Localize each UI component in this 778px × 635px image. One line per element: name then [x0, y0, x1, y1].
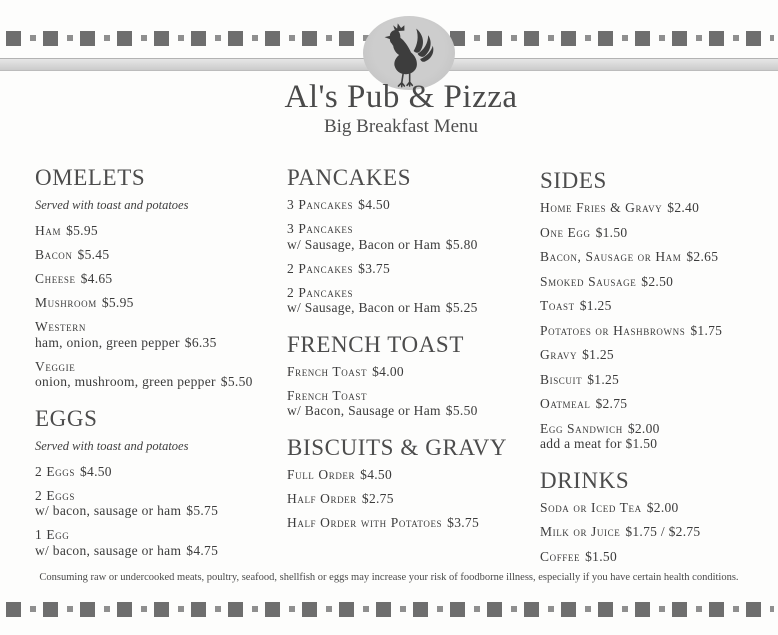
item-name: Cheese	[35, 271, 76, 286]
item-name: Toast	[540, 298, 575, 313]
section-title: SIDES	[540, 168, 607, 193]
item-price: $2.40	[667, 200, 700, 215]
menu-item	[540, 299, 776, 314]
item-name: 3 Pancakes	[287, 221, 354, 236]
item-name: Smoked Sausage	[540, 273, 637, 289]
menu-item-line	[540, 550, 776, 565]
menu-item-line	[35, 320, 280, 335]
menu-item	[35, 248, 280, 263]
item-detail: w/ bacon, sausage or ham	[35, 503, 182, 518]
item-name: Gravy	[540, 347, 578, 362]
menu-item	[287, 365, 537, 380]
item-name: Biscuit	[540, 371, 583, 387]
menu-item-line	[540, 226, 776, 241]
menu-item-line	[287, 198, 537, 213]
item-price: $2.50	[641, 273, 674, 289]
item-name: Western	[35, 319, 86, 334]
page-subtitle: Big Breakfast Menu	[323, 116, 479, 137]
menu-item-line	[540, 275, 776, 290]
menu-section	[35, 165, 280, 390]
menu-item	[287, 468, 537, 483]
item-name: Full Order	[287, 466, 356, 482]
menu-item	[35, 360, 280, 390]
page-title: Al's Pub & Pizza	[284, 79, 518, 115]
menu-item-line	[35, 296, 280, 311]
item-price: $5.25	[445, 300, 478, 315]
menu-item	[540, 501, 776, 516]
menu-item-line	[540, 397, 776, 412]
section-title: BISCUITS & GRAVY	[287, 434, 508, 460]
item-name: 1 Egg	[35, 527, 70, 542]
item-price: $1.50	[595, 224, 628, 240]
menu-item	[35, 224, 280, 239]
menu-item	[35, 320, 280, 350]
item-price: $1.75	[690, 322, 723, 338]
item-name: Veggie	[35, 358, 76, 374]
item-price: $3.75	[358, 260, 391, 276]
menu-item-line	[287, 389, 537, 404]
section-title: OMELETS	[35, 165, 146, 190]
item-price: $4.50	[360, 466, 393, 482]
item-price: $1.25	[587, 371, 620, 387]
item-price: $2.00	[646, 499, 679, 515]
item-name: Half Order with Potatoes	[287, 514, 443, 530]
menu-item	[35, 465, 280, 480]
item-name: 2 Eggs	[35, 463, 75, 479]
menu-item	[540, 525, 776, 540]
item-price: $4.50	[358, 197, 391, 212]
item-price: $4.75	[186, 542, 219, 558]
menu-item-line	[540, 299, 776, 314]
menu-item-line	[540, 324, 776, 339]
item-price: $2.75	[595, 396, 628, 411]
item-price: $3.75	[447, 514, 480, 530]
menu-item-line	[540, 201, 776, 216]
menu-item	[540, 397, 776, 412]
item-price: $6.35	[184, 334, 217, 350]
item-price: $5.45	[77, 247, 110, 262]
menu-item-detail-line	[287, 301, 537, 316]
menu-item-line	[287, 516, 537, 531]
item-name: Home Fries & Gravy	[540, 200, 663, 215]
item-name: Milk or Juice	[540, 524, 621, 539]
item-price: $4.00	[372, 363, 404, 379]
item-detail: onion, mushroom, green pepper	[35, 374, 216, 389]
menu-item-line	[540, 250, 776, 265]
item-name: Potatoes or Hashbrowns	[540, 322, 686, 338]
menu-item	[35, 528, 280, 558]
item-price: $5.50	[220, 374, 253, 389]
menu-item	[287, 492, 537, 507]
item-name: Bacon, Sausage or Ham	[540, 249, 682, 264]
menu-section	[540, 168, 776, 452]
header	[12, 79, 778, 137]
item-name: Coffee	[540, 548, 581, 564]
menu-item	[35, 296, 280, 311]
menu-item-line	[287, 468, 537, 483]
menu-item	[35, 489, 280, 519]
menu-item	[540, 250, 776, 265]
bottom-square-border	[6, 602, 774, 617]
menu-item-detail-line	[35, 544, 280, 559]
item-name: Ham	[35, 223, 62, 238]
section-title: FRENCH TOAST	[287, 331, 464, 357]
menu-item-line	[287, 222, 537, 237]
menu-item-detail-line	[287, 404, 537, 419]
item-name: One Egg	[540, 224, 591, 240]
menu-item-line	[35, 528, 280, 543]
item-price: $1.25	[582, 347, 614, 362]
item-name: Half Order	[287, 490, 357, 506]
item-price: $5.95	[101, 295, 134, 310]
item-price: $1.25	[579, 298, 612, 313]
item-price: $4.65	[80, 271, 113, 286]
menu-item-detail-line	[35, 375, 280, 390]
item-name: French Toast	[287, 363, 368, 379]
item-price: $2.75	[361, 490, 394, 506]
item-price: $4.50	[79, 463, 112, 479]
item-price: $5.75	[186, 503, 219, 518]
item-detail: add a meat for $1.50	[540, 436, 658, 451]
menu-item-detail-line	[287, 238, 537, 253]
menu-item	[287, 262, 537, 277]
item-price: $5.80	[445, 236, 478, 252]
item-price: $5.50	[445, 403, 478, 418]
menu-item-line	[35, 272, 280, 287]
menu-column-middle	[287, 165, 537, 540]
menu-section	[287, 435, 537, 531]
menu-item	[35, 272, 280, 287]
menu-item-line	[540, 501, 776, 516]
item-name: 2 Eggs	[35, 487, 75, 503]
section-title: DRINKS	[540, 467, 630, 493]
section-title: EGGS	[35, 405, 98, 431]
menu-item-detail-line	[35, 336, 280, 351]
menu-section	[540, 468, 776, 565]
section-title: PANCAKES	[287, 165, 412, 190]
item-name: 3 Pancakes	[287, 197, 354, 212]
item-price: $2.00	[627, 420, 660, 436]
menu-item-line	[35, 489, 280, 504]
menu-column-right	[540, 168, 776, 574]
menu-item-line	[540, 348, 776, 363]
item-detail: w/ Bacon, Sausage or Ham	[287, 403, 441, 418]
menu-item-line	[540, 525, 776, 540]
menu-item	[540, 201, 776, 216]
menu-item	[287, 198, 537, 213]
menu-item-line	[287, 262, 537, 277]
item-price: $5.95	[66, 223, 98, 238]
menu-item-line	[287, 492, 537, 507]
item-price: $1.75 / $2.75	[625, 524, 701, 539]
menu-item	[287, 389, 537, 419]
menu-item-line	[35, 224, 280, 239]
disclaimer-text: Consuming raw or undercooked meats, poultry, seafood, shellfish or eggs may increase your risk of foodborne illness, especially if you have certain health conditions.	[39, 572, 739, 583]
item-name: Mushroom	[35, 295, 97, 310]
item-name: 2 Pancakes	[287, 284, 354, 300]
menu-item	[287, 516, 537, 531]
section-note: Served with toast and potatoes	[35, 438, 189, 453]
menu-item-line	[287, 365, 537, 380]
menu-section	[287, 332, 537, 419]
menu-item	[540, 550, 776, 565]
menu-item	[540, 348, 776, 363]
item-name: French Toast	[287, 387, 368, 403]
menu-item	[540, 373, 776, 388]
item-detail: w/ bacon, sausage or ham	[35, 542, 182, 558]
menu-item-line	[35, 360, 280, 375]
menu-item	[287, 286, 537, 316]
menu-section	[35, 406, 280, 559]
menu-item-line	[540, 373, 776, 388]
item-name: Oatmeal	[540, 396, 591, 411]
menu-item	[287, 222, 537, 252]
menu-item-line	[35, 248, 280, 263]
menu-column-left	[35, 165, 280, 568]
item-detail: w/ Sausage, Bacon or Ham	[287, 236, 441, 252]
section-note: Served with toast and potatoes	[35, 198, 189, 212]
item-detail: ham, onion, green pepper	[35, 334, 180, 350]
item-name: 2 Pancakes	[287, 260, 354, 276]
menu-item-line	[287, 286, 537, 301]
menu-section	[287, 165, 537, 316]
menu-item	[540, 226, 776, 241]
menu-item-line	[35, 465, 280, 480]
item-price: $2.65	[686, 249, 719, 264]
menu-item	[540, 275, 776, 290]
menu-item-line	[540, 422, 776, 437]
item-name: Soda or Iced Tea	[540, 499, 642, 515]
item-name: Egg Sandwich	[540, 420, 623, 436]
item-name: Bacon	[35, 247, 73, 262]
menu-item-detail-line	[540, 437, 776, 452]
item-price: $1.50	[585, 548, 617, 564]
menu-item	[540, 324, 776, 339]
menu-item-detail-line	[35, 504, 280, 519]
item-detail: w/ Sausage, Bacon or Ham	[287, 300, 441, 315]
menu-item	[540, 422, 776, 452]
